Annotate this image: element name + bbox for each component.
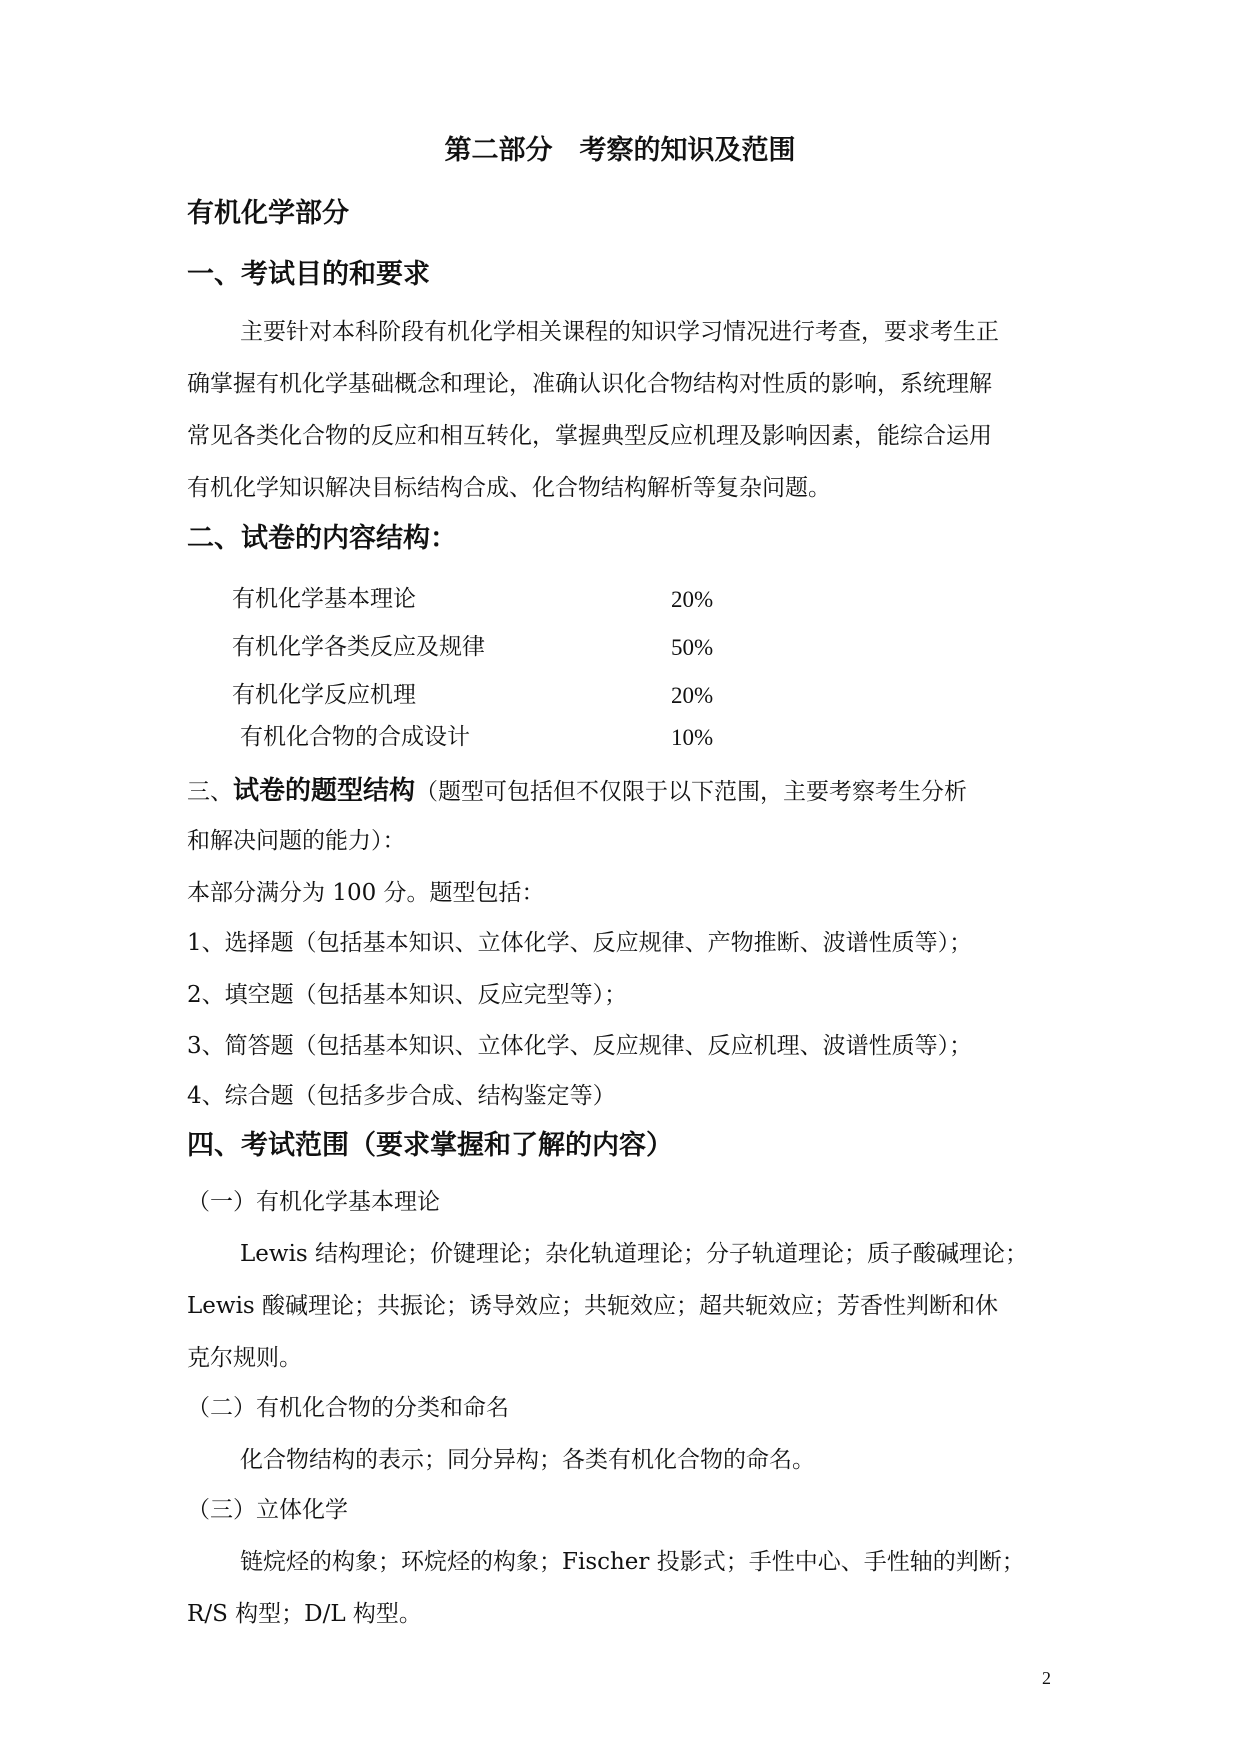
s3-heading-rest: （题型可包括但不仅限于以下范围，主要考察考生分析 <box>415 779 968 805</box>
s1-line-1: 主要针对本科阶段有机化学相关课程的知识学习情况进行考查，要求考生正 <box>240 319 999 345</box>
s3-item-3: 3、简答题（包括基本知识、立体化学、反应规律、反应机理、波谱性质等）； <box>187 1033 973 1059</box>
s1-line-2: 确掌握有机化学基础概念和理论，准确认识化合物结构对性质的影响，系统理解 <box>187 371 992 397</box>
s4-sub1-line-1: Lewis 结构理论；价键理论；杂化轨道理论；分子轨道理论；质子酸碱理论； <box>240 1241 1029 1267</box>
s2-row-3-percent: 20% <box>671 683 714 708</box>
s4-sub2-title: （二）有机化合物的分类和命名 <box>187 1395 509 1421</box>
s1-heading: 一、考试目的和要求 <box>187 259 430 290</box>
s4-sub1-line-2: Lewis 酸碱理论；共振论；诱导效应；共轭效应；超共轭效应；芳香性判断和休 <box>187 1293 999 1319</box>
s1-line-4: 有机化学知识解决目标结构合成、化合物结构解析等复杂问题。 <box>187 475 831 501</box>
s3-item-1: 1、选择题（包括基本知识、立体化学、反应规律、产物推断、波谱性质等）； <box>187 930 973 956</box>
section-title: 有机化学部分 <box>187 198 349 229</box>
s3-heading <box>187 777 967 806</box>
s2-row-2-percent: 50% <box>671 635 714 660</box>
s4-sub3-line-2: R/S 构型；D/L 构型。 <box>187 1601 422 1627</box>
s2-row-1-percent: 20% <box>671 587 714 612</box>
s3-item-2: 2、填空题（包括基本知识、反应完型等）； <box>187 982 628 1008</box>
s3-heading-cont: 和解决问题的能力）： <box>187 828 406 854</box>
s1-line-3: 常见各类化合物的反应和相互转化，掌握典型反应机理及影响因素，能综合运用 <box>187 423 992 449</box>
s2-row-3-label: 有机化学反应机理 <box>232 682 416 708</box>
part-title: 第二部分 考察的知识及范围 <box>444 135 796 166</box>
s2-heading: 二、试卷的内容结构： <box>187 523 457 554</box>
s4-sub2-line-1: 化合物结构的表示；同分异构；各类有机化合物的命名。 <box>240 1447 815 1473</box>
s4-sub3-title: （三）立体化学 <box>187 1497 348 1523</box>
s4-sub1-line-3: 克尔规则。 <box>187 1345 302 1371</box>
s2-row-2-label: 有机化学各类反应及规律 <box>232 634 485 660</box>
s4-sub3-line-1: 链烷烃的构象；环烷烃的构象；Fischer 投影式；手性中心、手性轴的判断； <box>240 1549 1025 1575</box>
s3-heading-bold: 试卷的题型结构 <box>233 776 416 806</box>
s2-row-1-label: 有机化学基本理论 <box>232 586 416 612</box>
s3-item-4: 4、综合题（包括多步合成、结构鉴定等） <box>187 1083 616 1109</box>
s4-sub1-title: （一）有机化学基本理论 <box>187 1189 440 1215</box>
page-number: 2 <box>1042 1668 1051 1688</box>
s2-row-4-label: 有机化合物的合成设计 <box>240 724 470 750</box>
s3-score: 本部分满分为 100 分。题型包括： <box>187 880 545 906</box>
s2-row-4-percent: 10% <box>671 725 714 750</box>
s3-heading-prefix: 三、 <box>187 779 233 805</box>
s4-heading: 四、考试范围（要求掌握和了解的内容） <box>187 1130 673 1161</box>
